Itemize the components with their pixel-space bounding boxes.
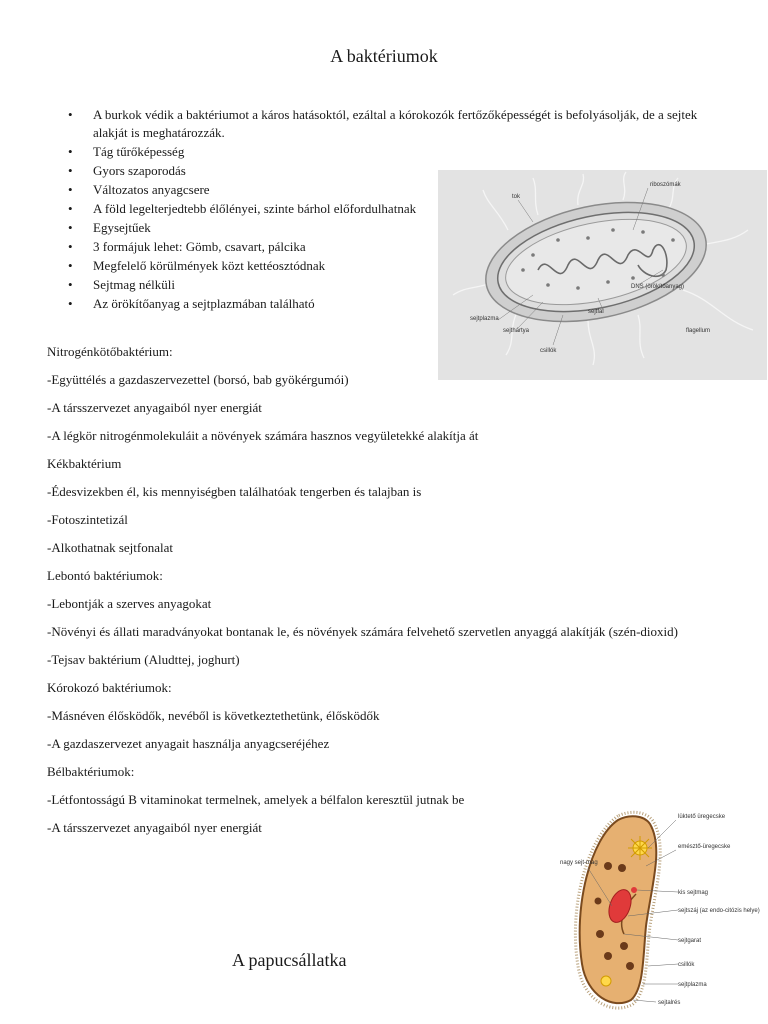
paramecium-diagram — [558, 806, 760, 1024]
label-emeszto: emésztő-üregecske — [678, 844, 731, 850]
bullet-item: • Tág tűrőképesség — [68, 143, 708, 161]
bullet-item: • Megfelelő körülmények közt kettéosztódnak — [68, 257, 708, 275]
bacterium-diagram — [438, 170, 767, 380]
text-line: -Együttélés a gazdaszervezettel (borsó, bab gyökérgumói) — [47, 372, 349, 387]
section-heading: Kórokozó baktériumok: — [47, 680, 172, 695]
text-line: -Édesvizekben él, kis mennyiségben találhatóak tengerben és talajban is — [47, 484, 422, 499]
label-nagy-sejtmag: nagy sejt-mag — [560, 860, 598, 866]
label-sejtplazma: sejtplazma — [678, 982, 707, 988]
section-title: A papucsállatka — [232, 950, 347, 970]
body-text — [47, 343, 727, 847]
label-riboszomak: riboszómák — [650, 182, 681, 188]
text-line: -Lebontják a szerves anyagokat — [47, 596, 212, 611]
label-flagellum: flagellum — [686, 328, 711, 334]
text-line: -Másnéven élősködők, nevéből is következtethetünk, élősködők — [47, 708, 380, 723]
section-heading: Nitrogénkötőbaktérium: — [47, 344, 173, 359]
bullet-item: • 3 formájuk lehet: Gömb, csavart, pálcika — [68, 238, 708, 256]
page-title: A baktériumok — [330, 46, 438, 66]
section-heading: Kékbaktérium — [47, 456, 122, 471]
text-line: -Fotoszintetizál — [47, 512, 128, 527]
bullet-item: • A burkok védik a baktériumot a káros hatásoktól, ezáltal a kórokozók fertőzőképességét is befolyásolják, de a sejtek alakját is meghatározzák. — [68, 106, 708, 142]
label-csillok: csillók — [540, 348, 557, 354]
bullet-item: • Sejtmag nélküli — [68, 276, 708, 294]
label-sejtgarat: sejtgarat — [678, 938, 702, 944]
text-line: -A gazdaszervezet anyagait használja anyagcseréjéhez — [47, 736, 330, 751]
text-line: -A társszervezet anyagaiból nyer energiát — [47, 820, 262, 835]
section-heading: Lebontó baktériumok: — [47, 568, 163, 583]
label-dns: DNS (örökítőanyag) — [631, 284, 685, 290]
text-line: -Tejsav baktérium (Aludttej, joghurt) — [47, 652, 240, 667]
bullet-item: • Az örökítőanyag a sejtplazmában található — [68, 295, 708, 313]
bullet-item: • A föld legelterjedtebb élőlényei, szinte bárhol előfordulhatnak — [68, 200, 423, 218]
section-heading: Bélbaktériumok: — [47, 764, 135, 779]
label-sejthartya: sejthártya — [503, 328, 530, 334]
label-kis-sejtmag: kis sejtmag — [678, 890, 709, 896]
label-lukteto: lüktető üregecske — [678, 814, 726, 820]
text-line: -Növényi és állati maradványokat bontanak le, és növények számára felvehető szervetlen anyaggá alakítják (szén-dioxid) — [47, 624, 678, 639]
bullet-item: • Változatos anyagcsere — [68, 181, 708, 199]
bullet-item: • Gyors szaporodás — [68, 162, 708, 180]
label-sejtfal: sejtfal — [588, 309, 604, 315]
label-sejtplazma: sejtplazma — [470, 316, 499, 322]
text-line: -A légkör nitrogénmolekuláit a növények számára hasznos vegyületekké alakítja át — [47, 428, 479, 443]
label-sejtalres: sejtalrés — [658, 1000, 681, 1006]
label-tok: tok — [512, 194, 521, 200]
text-line: -Alkothatnak sejtfonalat — [47, 540, 173, 555]
bullet-item: • Egysejtűek — [68, 219, 708, 237]
text-line: -A társszervezet anyagaiból nyer energiát — [47, 400, 262, 415]
label-csillok: csillók — [678, 962, 695, 968]
label-sejtszaj: sejtszáj (az endo-citózis helye) — [678, 908, 760, 914]
text-line: -Létfontosságú B vitaminokat termelnek, amelyek a bélfalon keresztül jutnak be — [47, 792, 465, 807]
